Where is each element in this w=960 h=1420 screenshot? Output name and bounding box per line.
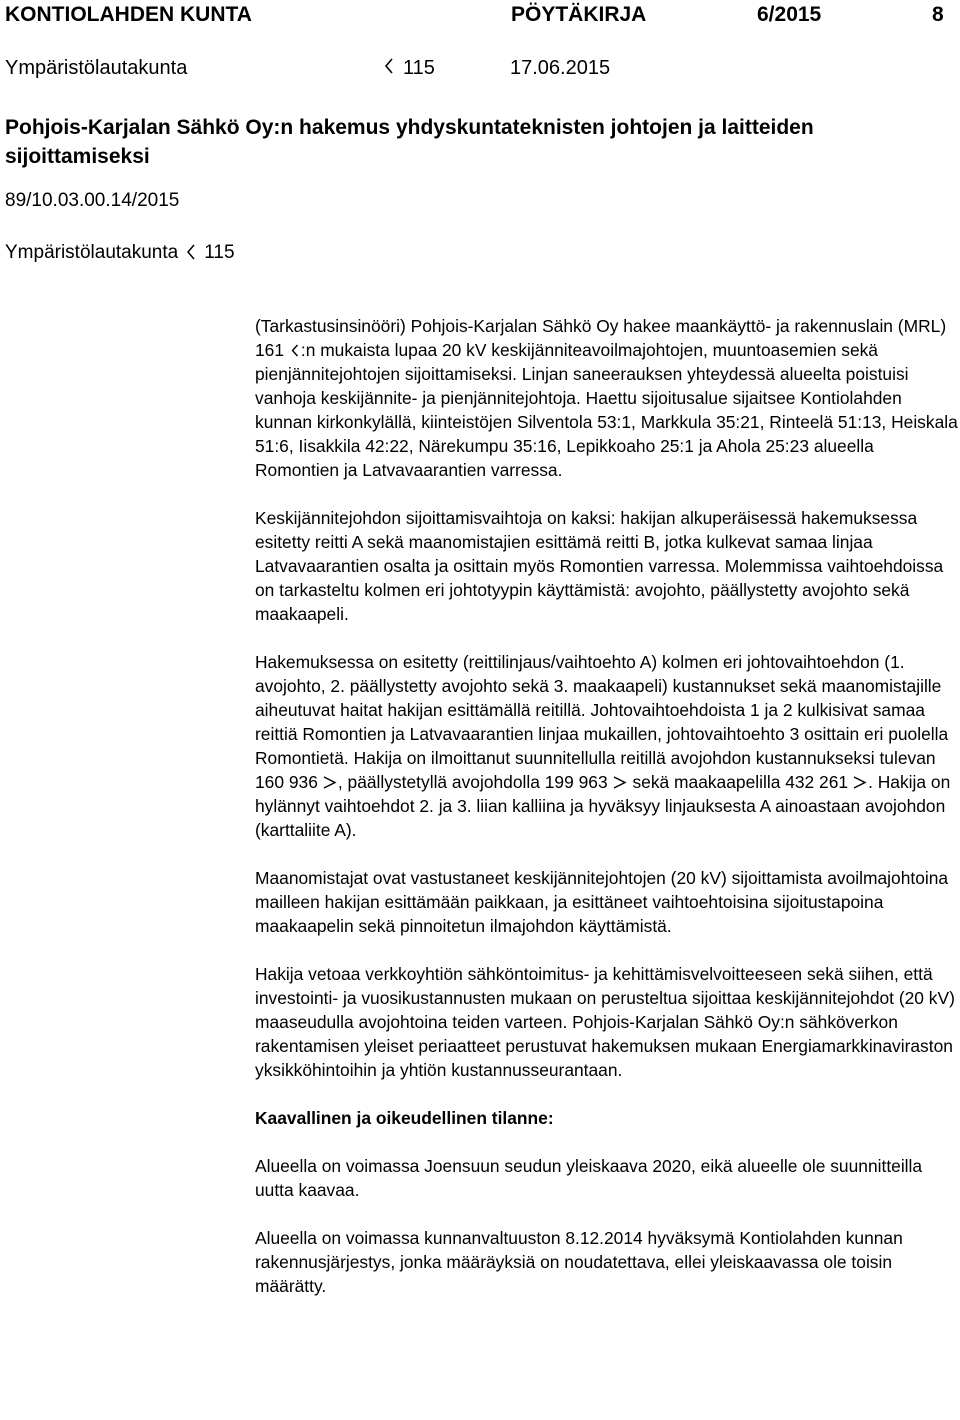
euro-icon	[852, 772, 867, 787]
document-type: PÖYTÄKIRJA	[511, 3, 647, 26]
paragraph-costs-part-2: , päällystetyllä avojohdolla 199 963	[337, 772, 608, 792]
section-number: 115	[403, 57, 435, 79]
meeting-date: 17.06.2015	[510, 57, 611, 79]
paragraph-application-part-2: :n mukaista lupaa 20 kV keskijänniteavoilmajohtojen, muuntoasemien sekä pienjännitejohtojen sijoittamiseksi. Linjan saneerauksen yhteydessä alueelta poistuisi vanhoja keskijännite- ja pienjännitejohtoja. Haettu sijoitusalue sijaitsee Kontiolahden kunnan kirkonkylällä, kiinteistöjen Silventola 53:1, Markkula 35:21, Rinteelä 51:13, Heiskala 51:6, Iisakkila 42:22, Närekumpu 35:16, Lepikkoaho 25:1 ja Ahola 25:23 alueella Romontien ja Latvavaarantien varressa.	[255, 340, 958, 480]
paragraph-master-plan: Alueella on voimassa Joensuun seudun yleiskaava 2020, eikä alueelle ole suunnitteilla uutta kaavaa.	[255, 1156, 923, 1200]
subheading-planning-status: Kaavallinen ja oikeudellinen tilanne:	[255, 1108, 554, 1128]
document-number: 6/2015	[757, 3, 822, 26]
paragraph-application-part-1: (Tarkastusinsinööri) Pohjois-Karjalan Sähkö Oy hakee maankäyttö- ja rakennuslain (MRL) 161	[255, 316, 947, 360]
board-name: Ympäristölautakunta	[5, 57, 188, 79]
section-symbol-icon	[291, 340, 299, 355]
section-reference-board: Ympäristölautakunta	[5, 242, 179, 263]
paragraph-applicant-arguments: Hakija vetoaa verkkoyhtiön sähköntoimitus- ja kehittämisvelvoitteeseen sekä siihen, että investointi- ja vuosikustannusten mukaan on perusteltua sijoittaa keskijännitejohdot (20 kV) maaseudulla avojohtoina teiden varteen. Pohjois-Karjalan Sähkö Oy:n sähköverkon rakentamisen yleiset periaatteet perustuvat hakemuksen mukaan Energiamarkkinaviraston yksikköhintoihin ja yhtiön kustannusseurantaan.	[255, 964, 955, 1080]
section-reference	[5, 242, 235, 264]
paragraph-alternatives: Keskijännitejohdon sijoittamisvaihtoja on kaksi: hakijan alkuperäisessä hakemuksessa esitetty reitti A sekä maanomistajien esittämä reitti B, jotka kulkevat samaa linjaa Latvavaarantien osalta ja osittain myös Romontien varressa. Molemmissa vaihtoehdoissa on tarkasteltu kolmen eri johtotyypin käyttämistä: avojohto, päällystetty avojohto sekä maakaapeli.	[255, 508, 944, 624]
paragraph-landowners: Maanomistajat ovat vastustaneet keskijännitejohtojen (20 kV) sijoittamista avoilmajohtoina mailleen hakijan esittämään paikkaan, ja esittäneet vaihtoehtoisina sijoitustapoina maakaapelin sekä pinnoitetun ilmajohdon käyttämistä.	[255, 868, 949, 936]
page-number: 8	[932, 3, 944, 26]
section-symbol-icon	[186, 243, 196, 261]
section-symbol-icon	[381, 55, 405, 77]
municipality-name: KONTIOLAHDEN KUNTA	[5, 3, 252, 26]
paragraph-building-code: Alueella on voimassa kunnanvaltuuston 8.12.2014 hyväksymä Kontiolahden kunnan rakennusjärjestys, jonka määräyksiä on noudatettava, ellei yleiskaavassa ole toisin määrätty.	[255, 1228, 903, 1296]
paragraph-costs	[255, 650, 960, 842]
section-reference-number: 115	[204, 242, 235, 263]
paragraph-application	[255, 314, 960, 482]
document-body	[255, 314, 960, 1322]
euro-icon	[612, 772, 627, 787]
paragraph-costs-part-4: . Hakija on hylännyt vaihtoehdot 2. ja 3. liian kalliina ja hyväksyy linjauksesta A ainoastaan avojohdon (karttaliite A).	[255, 772, 951, 840]
paragraph-costs-part-3: sekä maakaapelilla 432 261	[632, 772, 849, 792]
euro-icon	[322, 772, 337, 787]
case-number: 89/10.03.00.14/2015	[5, 190, 180, 211]
page-title: Pohjois-Karjalan Sähkö Oy:n hakemus yhdyskuntateknisten johtojen ja laitteiden sijoittamiseksi	[5, 116, 814, 168]
paragraph-costs-part-1: Hakemuksessa on esitetty (reittilinjaus/vaihtoehto A) kolmen eri johtovaihtoehdon (1. avojohto, 2. päällystetty avojohto sekä 3. maakaapeli) kustannukset sekä maanomistajille aiheutuvat haitat hakijan esittämällä reitillä. Johtovaihtoehdoista 1 ja 2 kulkisivat samaa reittiä Romontien ja Latvavaarantien linjaa mukaillen, johtovaihtoehto 3 osittain eri puolella Romontietä. Hakija on ilmoittanut suunnitellulla reitillä avojohdon kustannukseksi tulevan 160 936	[255, 652, 949, 792]
